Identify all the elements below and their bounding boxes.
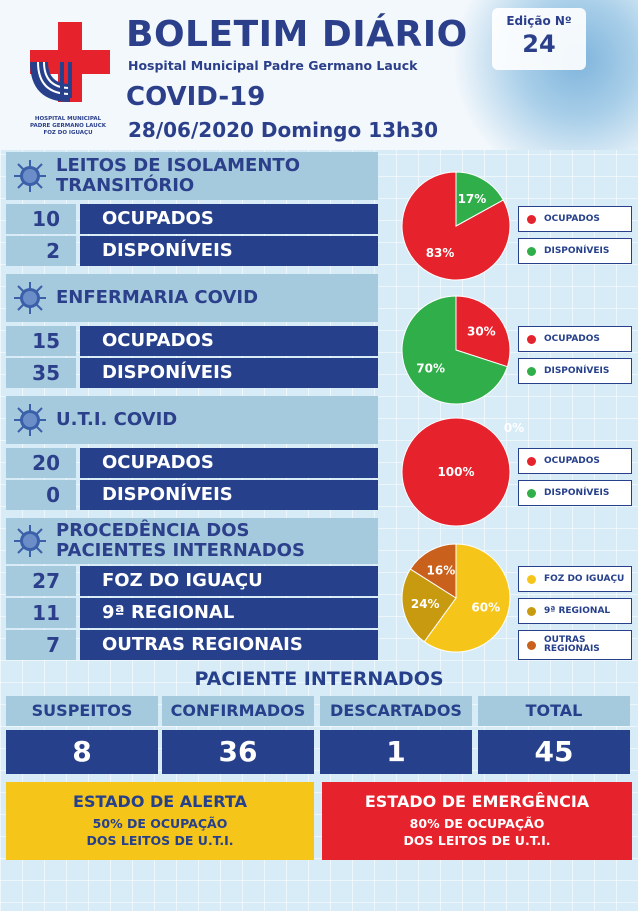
legend-label: DISPONÍVEIS bbox=[544, 366, 610, 376]
section-title-line: LEITOS DE ISOLAMENTO bbox=[56, 155, 300, 176]
section-title-line: ENFERMARIA COVID bbox=[56, 287, 259, 308]
section-title-line: U.T.I. COVID bbox=[56, 409, 178, 430]
patients-title: PACIENTE INTERNADOS bbox=[194, 668, 444, 690]
row-value: 7 bbox=[6, 630, 76, 660]
legend-item bbox=[518, 238, 632, 264]
row-enfermaria-ocupados bbox=[6, 326, 378, 356]
row-label: OUTRAS REGIONAIS bbox=[80, 630, 378, 660]
green-dot-icon bbox=[527, 247, 536, 256]
header bbox=[0, 0, 638, 150]
virus-icon bbox=[12, 523, 48, 559]
stat-label: SUSPEITOS bbox=[6, 696, 158, 726]
section-title-line: PACIENTES INTERNADOS bbox=[56, 540, 305, 561]
legend-item bbox=[518, 206, 632, 232]
row-value: 10 bbox=[6, 204, 76, 234]
legend-label: OCUPADOS bbox=[544, 456, 600, 466]
stat-total bbox=[478, 696, 630, 774]
logo-text bbox=[18, 116, 118, 137]
row-label: FOZ DO IGUAÇU bbox=[80, 566, 378, 596]
stat-suspeitos bbox=[6, 696, 158, 774]
alert-line: DOS LEITOS DE U.T.I. bbox=[86, 833, 234, 848]
pie-label: 60% bbox=[471, 600, 501, 615]
row-label: 9ª REGIONAL bbox=[80, 598, 378, 628]
pie-label: 83% bbox=[425, 245, 455, 260]
legend-item bbox=[518, 448, 632, 474]
edition-badge bbox=[492, 8, 586, 70]
emergency-title: ESTADO DE EMERGÊNCIA bbox=[364, 792, 590, 811]
row-label: OCUPADOS bbox=[80, 448, 378, 478]
covid-title: COVID-19 bbox=[126, 82, 266, 112]
legend-label: OUTRAS REGIONAIS bbox=[544, 635, 600, 654]
gold-dot-icon bbox=[527, 607, 536, 616]
page-title: BOLETIM DIÁRIO bbox=[126, 14, 468, 55]
legend-item bbox=[518, 566, 632, 592]
pie-chart-uti bbox=[398, 414, 525, 530]
row-isolamento-ocupados bbox=[6, 204, 378, 234]
alert-line: 50% DE OCUPAÇÃO bbox=[92, 816, 228, 831]
logo-text-line: FOZ DO IGUAÇU bbox=[43, 130, 93, 136]
row-value: 11 bbox=[6, 598, 76, 628]
hospital-logo bbox=[18, 18, 118, 146]
pie-label: 0% bbox=[503, 421, 525, 435]
logo-text-line: HOSPITAL MUNICIPAL bbox=[34, 116, 102, 122]
pie-chart-procedencia bbox=[398, 540, 514, 656]
pie-chart-enfermaria bbox=[398, 292, 514, 408]
virus-icon bbox=[12, 158, 48, 194]
yellow-dot-icon bbox=[527, 575, 536, 584]
section-title-line: PROCEDÊNCIA DOS bbox=[56, 520, 250, 541]
legend-label: FOZ DO IGUAÇU bbox=[544, 574, 625, 584]
logo-text-line: PADRE GERMANO LAUCK bbox=[29, 123, 107, 129]
section-header-enfermaria bbox=[6, 274, 378, 322]
stat-label: TOTAL bbox=[478, 696, 630, 726]
row-label: DISPONÍVEIS bbox=[80, 236, 378, 266]
red-dot-icon bbox=[527, 215, 536, 224]
stat-confirmados bbox=[162, 696, 314, 774]
pie-label: 100% bbox=[437, 465, 475, 479]
row-enfermaria-disponiveis bbox=[6, 358, 378, 388]
alert-title: ESTADO DE ALERTA bbox=[73, 792, 247, 811]
pie-chart-isolamento bbox=[398, 168, 514, 284]
legend-label: OCUPADOS bbox=[544, 214, 600, 224]
edition-number: 24 bbox=[522, 30, 556, 58]
pie-label: 30% bbox=[466, 324, 496, 339]
emergency-line: DOS LEITOS DE U.T.I. bbox=[403, 833, 551, 848]
orange-dot-icon bbox=[527, 641, 536, 650]
row-label: DISPONÍVEIS bbox=[80, 358, 378, 388]
row-uti-ocupados bbox=[6, 448, 378, 478]
row-label: DISPONÍVEIS bbox=[80, 480, 378, 510]
row-9-regional bbox=[6, 598, 378, 628]
pie-label: 24% bbox=[410, 596, 440, 611]
section-title-line: TRANSITÓRIO bbox=[56, 175, 195, 196]
legend-label: 9ª REGIONAL bbox=[544, 606, 611, 616]
hospital-name: Hospital Municipal Padre Germano Lauck bbox=[128, 58, 418, 73]
legend-label: OCUPADOS bbox=[544, 334, 600, 344]
row-value: 15 bbox=[6, 326, 76, 356]
pie-label: 17% bbox=[457, 192, 487, 207]
emergency-state-box bbox=[322, 782, 632, 860]
stat-descartados bbox=[320, 696, 472, 774]
section-header-uti bbox=[6, 396, 378, 444]
row-label: OCUPADOS bbox=[80, 326, 378, 356]
virus-icon bbox=[12, 280, 48, 316]
edition-label: Edição Nº bbox=[506, 14, 572, 28]
stat-label: DESCARTADOS bbox=[320, 696, 472, 726]
stat-value: 45 bbox=[478, 730, 630, 774]
stat-value: 36 bbox=[162, 730, 314, 774]
alert-state-box bbox=[6, 782, 314, 860]
section-header-isolamento bbox=[6, 152, 378, 200]
legend-item bbox=[518, 358, 632, 384]
emergency-line: 80% DE OCUPAÇÃO bbox=[409, 816, 545, 831]
row-foz bbox=[6, 566, 378, 596]
cross-icon bbox=[30, 22, 110, 102]
row-value: 2 bbox=[6, 236, 76, 266]
row-isolamento-disponiveis bbox=[6, 236, 378, 266]
stat-value: 8 bbox=[6, 730, 158, 774]
row-value: 0 bbox=[6, 480, 76, 510]
legend-label: DISPONÍVEIS bbox=[544, 246, 610, 256]
patient-stats bbox=[0, 696, 638, 774]
section-header-procedencia bbox=[6, 518, 378, 564]
row-label: OCUPADOS bbox=[80, 204, 378, 234]
green-dot-icon bbox=[527, 367, 536, 376]
stat-value: 1 bbox=[320, 730, 472, 774]
green-dot-icon bbox=[527, 489, 536, 498]
legend-item bbox=[518, 480, 632, 506]
virus-icon bbox=[12, 402, 48, 438]
row-value: 20 bbox=[6, 448, 76, 478]
row-uti-disponiveis bbox=[6, 480, 378, 510]
legend-item bbox=[518, 326, 632, 352]
stat-label: CONFIRMADOS bbox=[162, 696, 314, 726]
red-dot-icon bbox=[527, 457, 536, 466]
row-value: 35 bbox=[6, 358, 76, 388]
row-value: 27 bbox=[6, 566, 76, 596]
legend-item bbox=[518, 598, 632, 624]
legend-label: DISPONÍVEIS bbox=[544, 488, 610, 498]
row-outras-regionais bbox=[6, 630, 378, 660]
legend-item bbox=[518, 630, 632, 660]
pie-label: 70% bbox=[416, 361, 446, 376]
report-date: 28/06/2020 Domingo 13h30 bbox=[128, 118, 439, 142]
red-dot-icon bbox=[527, 335, 536, 344]
pie-label: 16% bbox=[426, 563, 456, 578]
